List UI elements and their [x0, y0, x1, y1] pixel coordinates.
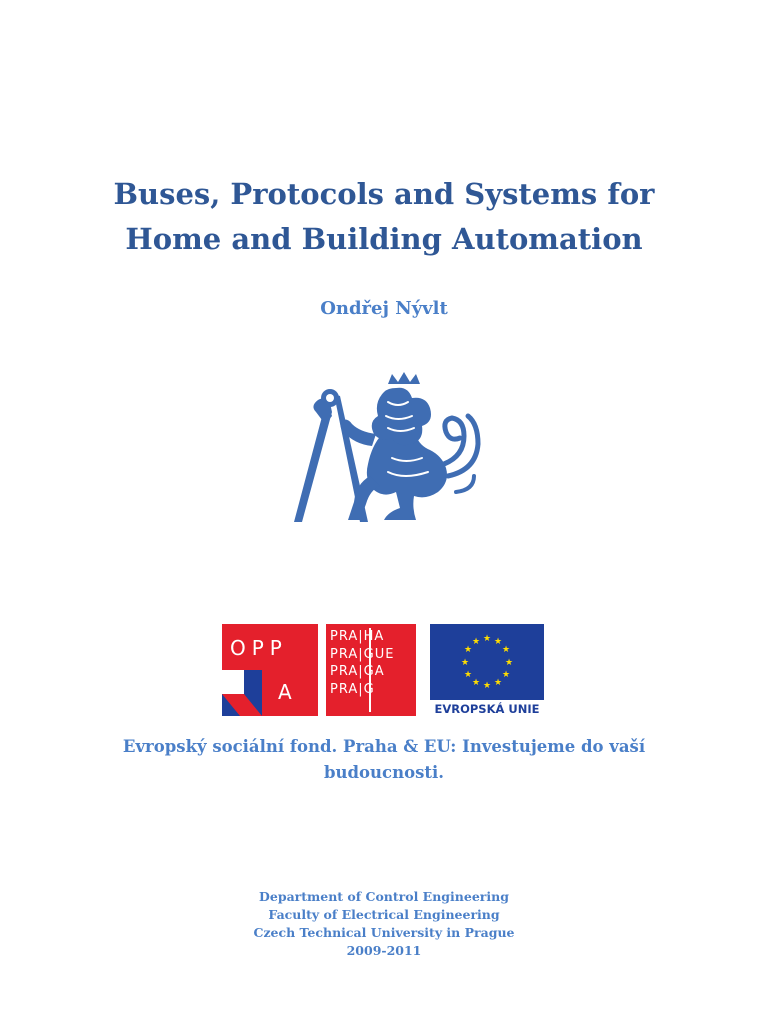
svg-text:★: ★ — [501, 645, 511, 655]
title-line-1: Buses, Protocols and Systems for — [113, 177, 655, 211]
praha-logo — [326, 624, 416, 716]
funding-line-2: budoucnosti. — [323, 763, 445, 782]
department-line-2: Faculty of Electrical Engineering — [268, 907, 500, 922]
svg-text:★: ★ — [482, 681, 492, 691]
praha-line-2: PRA|GUE — [330, 646, 395, 662]
praha-text — [330, 628, 394, 698]
svg-text:★: ★ — [493, 678, 503, 688]
department-years: 2009-2011 — [346, 943, 422, 958]
svg-text:★: ★ — [493, 637, 503, 647]
eu-flag — [430, 624, 544, 700]
praha-line-4: PRA|G — [330, 681, 375, 697]
funding-statement — [100, 734, 668, 786]
department-line-3: Czech Technical University in Prague — [253, 925, 515, 940]
eu-label: EVROPSKÁ UNIE — [434, 702, 540, 716]
svg-text:★: ★ — [482, 634, 492, 644]
eu-stars — [430, 624, 544, 700]
praha-line-1: PRA|HA — [330, 629, 385, 644]
funding-logos — [216, 622, 552, 720]
svg-text:★: ★ — [471, 637, 481, 647]
praha-line-3: PRA|GA — [330, 664, 385, 679]
svg-text:★: ★ — [504, 658, 514, 668]
eu-logo — [428, 622, 546, 718]
author-name: Ondřej Nývlt — [320, 298, 448, 319]
oppa-bottom-letter: A — [278, 680, 298, 704]
title-line-2: Home and Building Automation — [125, 222, 643, 256]
oppa-top-letters: OPP — [230, 636, 288, 660]
department-line-1: Department of Control Engineering — [259, 889, 509, 904]
funding-line-1: Evropský sociální fond. Praha & EU: Investujeme do vaší — [122, 737, 646, 756]
svg-text:★: ★ — [471, 678, 481, 688]
svg-text:★: ★ — [463, 670, 473, 680]
ctu-lion-logo — [288, 372, 484, 526]
document-title — [0, 172, 768, 262]
svg-text:★: ★ — [501, 670, 511, 680]
oppa-logo — [222, 624, 318, 716]
department-block — [0, 888, 768, 960]
svg-text:★: ★ — [463, 645, 473, 655]
svg-text:★: ★ — [460, 658, 470, 668]
